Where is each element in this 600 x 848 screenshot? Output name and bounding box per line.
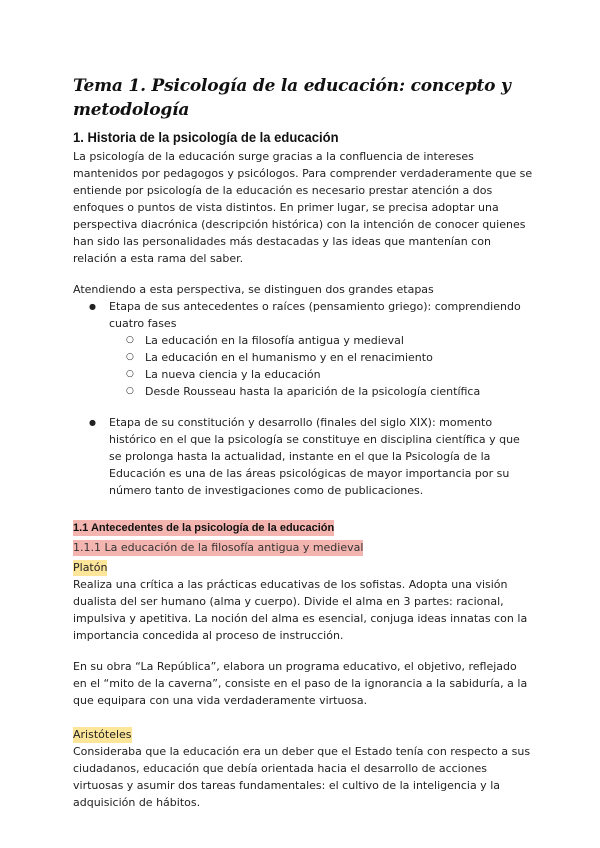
document-page: [73, 74, 533, 811]
section-heading-historia: 1. Historia de la psicología de la educación: [73, 129, 339, 145]
phase-item: ○ Desde Rousseau hasta la aparición de la psicología científica: [109, 383, 533, 400]
author-heading-aristoteles: Aristóteles: [73, 728, 132, 741]
platon-paragraph-1: Realiza una crítica a las prácticas educativas de los sofistas. Adopta una visión dualista del ser humano (alma y cuerpo). Divide el alma en 3 partes: racional, impulsiva y apetitiva. La noción del alma es esencial, conjuga ideas innatas con la importancia concedida al proceso de instrucción.: [73, 578, 528, 642]
page-title: Tema 1. Psicología de la educación: concepto y metodología: [73, 76, 511, 120]
phase-item: ○ La nueva ciencia y la educación: [109, 366, 533, 383]
spacer: [73, 267, 533, 281]
intro-paragraph: La psicología de la educación surge gracias a la confluencia de intereses mantenidos por pedagogos y psicólogos. Para comprender verdaderamente que se entiende por psicología de la educación es necesario prestar atención a dos enfoques o puntos de vista distintos. En primer lugar, se precisa adoptar una perspectiva diacrónica (descripción histórica) con la intención de conocer quienes han sido las personalidades más destacadas y las ideas que mantenían con relación a esta rama del saber.: [73, 150, 533, 265]
subsection-heading: 1.1.1 La educación de la filosofía antigua y medieval: [73, 541, 364, 554]
spacer: [73, 644, 533, 658]
spacer: [73, 499, 533, 516]
phases-list: [109, 332, 533, 400]
spacer: [73, 400, 533, 414]
platon-paragraph-2: En su obra “La República”, elabora un programa educativo, el objetivo, reflejado en el “mito de la caverna”, consiste en el paso de la ignorancia a la sabiduría, a la que equipara con una vida verdaderamente virtuosa.: [73, 660, 528, 707]
stages-intro: Atendiendo a esta perspectiva, se distinguen dos grandes etapas: [73, 283, 434, 296]
stage-1-text: Etapa de sus antecedentes o raíces (pensamiento griego): comprendiendo cuatro fases: [109, 300, 521, 330]
stage-item: [73, 298, 533, 400]
phase-item: ○ La educación en la filosofía antigua y medieval: [109, 332, 533, 349]
phase-item: ○ La educación en el humanismo y en el renacimiento: [109, 349, 533, 366]
stages-list: [73, 298, 533, 400]
section-heading-antecedentes: 1.1 Antecedentes de la psicología de la educación: [73, 522, 335, 534]
spacer: [73, 709, 533, 723]
stage-item: ● Etapa de su constitución y desarrollo (finales del siglo XIX): momento histórico en el que la psicología se constituye en disciplina científica y que se prolonga hasta la actualidad, instante en el que la Psicología de la Educación es una de las áreas psicológicas de mayor importancia por su número tanto de investigaciones como de publicaciones.: [73, 414, 533, 499]
stages-list-2: [73, 414, 533, 499]
author-heading-platon: Platón: [73, 561, 108, 574]
aristoteles-paragraph: Consideraba que la educación era un deber que el Estado tenía con respecto a sus ciudadanos, educación que debía orientada hacia el desarrollo de acciones virtuosas y asumir dos tareas fundamentales: el cultivo de la inteligencia y la adquisición de hábitos.: [73, 745, 531, 809]
